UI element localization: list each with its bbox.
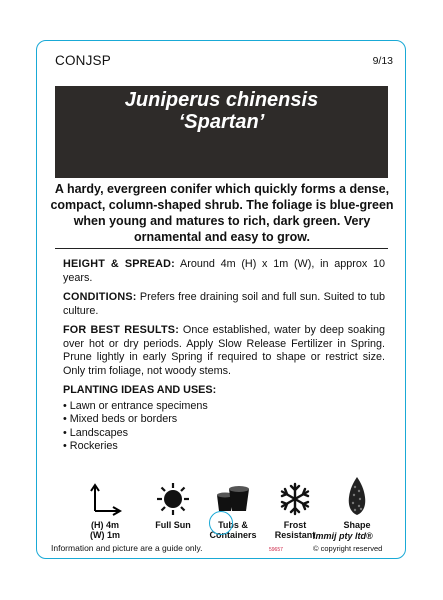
conditions-paragraph <box>63 291 385 318</box>
width-label: (W) 1m <box>90 529 120 540</box>
cultivar-name: ‘Spartan’ <box>178 111 265 133</box>
height-label: (H) 4m <box>90 520 119 530</box>
height-spread-paragraph <box>63 258 385 285</box>
frost-resistant-icon <box>277 481 313 517</box>
best-results-paragraph <box>63 324 385 378</box>
planting-ideas-heading: PLANTING IDEAS AND USES: <box>63 384 217 396</box>
botanical-name: Juniperus chinensis <box>124 89 319 111</box>
tubs-label: Tubs & <box>218 520 248 530</box>
page-number: 9/13 <box>372 55 393 67</box>
list-item: • Mixed beds or borders <box>63 413 178 425</box>
punch-hole-marker <box>209 511 233 535</box>
best-results-label: FOR BEST RESULTS: <box>63 324 180 336</box>
title-banner <box>55 86 388 178</box>
list-item: • Landscapes <box>63 426 129 439</box>
resistant-label: Resistant <box>274 529 316 540</box>
conditions-label: CONDITIONS: <box>63 291 137 303</box>
shape-label: Shape <box>343 520 371 530</box>
list-item: • Lawn or entrance specimens <box>63 399 208 412</box>
intro-description: A hardy, evergreen conifer which quickly forms a dense, compact, column-shaped shrub. The foliage is blue-green when young and matures to rich, dark green. Very ornamental and easy to grow. <box>50 182 394 244</box>
print-code: 59657 <box>269 547 283 553</box>
divider <box>55 248 388 249</box>
height-spread-text: Around 4m (H) x 1m (W), in approx 10 years. <box>63 258 385 284</box>
height-spread-icon <box>87 481 123 517</box>
full-sun-icon <box>155 481 191 517</box>
copyright-notice: © copyright reserved <box>313 544 383 553</box>
product-code: CONJSP <box>55 53 111 68</box>
plant-label-card <box>36 40 406 559</box>
planting-ideas-list <box>63 400 385 454</box>
full-sun-feature <box>143 481 203 531</box>
frost-label: Frost <box>283 520 307 530</box>
conditions-text: Prefers free draining soil and full sun. Suited to tub culture. <box>63 291 385 317</box>
containers-label: Containers <box>209 529 257 540</box>
brand-name: immij pty ltd® <box>313 531 373 541</box>
full-sun-label: Full Sun <box>155 520 191 530</box>
care-details <box>63 258 385 454</box>
best-results-text: Once established, water by deep soaking over hot or dry periods. Apply Slow Release Fertilizer in Spring. Prune lightly in early Spring if required to shape or restrict size. Only trim foliage, not woody stems. <box>63 324 385 377</box>
height-spread-feature <box>75 481 135 540</box>
shape-icon <box>342 475 372 517</box>
disclaimer: Information and picture are a guide only. <box>51 543 203 553</box>
list-item: • Rockeries <box>63 440 118 452</box>
height-spread-label: HEIGHT & SPREAD: <box>63 258 175 270</box>
shape-feature <box>327 475 387 531</box>
